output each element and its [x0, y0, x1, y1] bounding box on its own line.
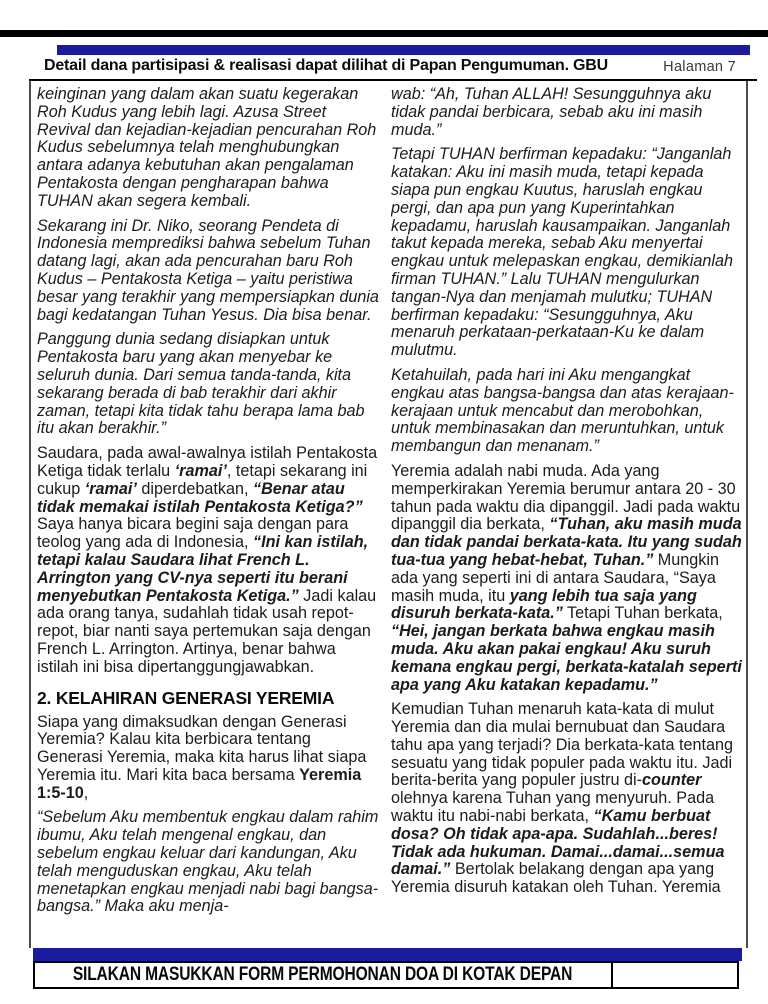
right-column-border [746, 81, 748, 948]
paragraph: “Sebelum Aku membentuk engkau dalam rahim ibumu, Aku telah mengenal engkau, dan sebelum engkau keluar dari kandungan, Aku telah menguduskan engkau, Aku telah menetapkan engkau menjadi nabi bagi bangsa-bangsa.” Maka aku menja- [37, 808, 379, 916]
footer-empty-cell [613, 963, 737, 987]
paragraph: Panggung dunia sedang disiapkan untuk Pentakosta baru yang akan menyebar ke seluruh dunia. Dari semua tanda-tanda, kita sekarang berada di bab terakhir dari akhir zaman, tetapi kita tidak tahu berapa lama bab itu akan berakhir.” [37, 330, 365, 438]
footer-notice-text: SILAKAN MASUKKAN FORM PERMOHONAN DOA DI KOTAK DEPAN [73, 964, 573, 985]
article-body [37, 86, 743, 946]
paragraph: Ketahuilah, pada hari ini Aku mengangkat engkau atas bangsa-bangsa dan atas kerajaan-kerajaan untuk mencabut dan merobohkan, untuk membinasakan dan meruntuhkan, untuk membangun dan menanam.” [391, 365, 734, 456]
footer-notice-cell [35, 963, 613, 987]
header-rule [29, 79, 757, 81]
header-notice-text: Detail dana partisipasi & realisasi dapat dilihat di Papan Pengumuman. GBU [44, 57, 609, 74]
paragraph: Saudara, pada awal-awalnya istilah Pentakosta Ketiga tidak terlalu ‘ramai’, tetapi sekarang ini cukup ‘ramai’ diperdebatkan, “Benar atau tidak memakai istilah Pentakosta Ketiga?” Saya hanya bicara begini saja dengan para teolog yang ada di Indonesia, “Ini kan istilah, tetapi kalau Saudara lihat French L. Arrington yang CV-nya seperti itu berani menyebutkan Pentakosta Ketiga.” Jadi kalau ada orang tanya, sudahlah tidak usah repot-repot, biar nanti saya pertemukan saja dengan French L. Arrington. Artinya, benar bahwa istilah ini bisa dipertanggungjawabkan. [37, 444, 378, 676]
paragraph: Siapa yang dimaksudkan dengan Generasi Yeremia? Kalau kita berbicara tentang Generasi Yeremia, maka kita harus lihat siapa Yeremia itu. Mari kita baca bersama Yeremia 1:5-10, [37, 712, 367, 802]
page-header [44, 57, 756, 79]
paragraph: keinginan yang dalam akan suatu kegerakan Roh Kudus yang lebih lagi. Azusa Street Revival dan kejadian-kejadian pencurahan Roh Kudus sebelumnya telah menghubungkan antara adanya kebutuhan akan pengalaman Pentakosta dengan pengharapan bahwa TUHAN akan segera kembali. [37, 86, 377, 210]
footer-navy-accent-bar [33, 948, 742, 961]
top-black-divider [0, 30, 768, 37]
paragraph: wab: “Ah, Tuhan ALLAH! Sesungguhnya aku tidak pandai berbicara, sebab aku ini masih muda.” [391, 86, 712, 139]
left-column-border [29, 81, 31, 948]
right-column [391, 86, 743, 946]
left-column [37, 86, 381, 946]
paragraph: Yeremia adalah nabi muda. Ada yang memperkirakan Yeremia berumur antara 20 - 30 tahun pada waktu dia dipanggil. Jadi pada waktu dipanggil dia berkata, “Tuhan, aku masih muda dan tidak pandai berkata-kata. Itu yang sudah tua-tua yang hebat-hebat, Tuhan.” Mungkin ada yang seperti ini di antara Saudara, “Saya masih muda, itu yang lebih tua saja yang disuruh berkata-kata.” Tetapi Tuhan berkata, “Hei, jangan berkata bahwa engkau masih muda. Aku akan pakai engkau! Aku suruh kemana engkau pergi, berkata-katalah seperti apa yang Aku katakan kepadamu.” [391, 461, 742, 694]
page-number: Halaman 7 [663, 59, 736, 75]
section-heading: 2. KELAHIRAN GENERASI YEREMIA [37, 687, 335, 708]
footer-notice-box [33, 961, 739, 989]
top-navy-accent-bar [57, 45, 750, 55]
paragraph: Kemudian Tuhan menaruh kata-kata di mulut Yeremia dan dia mulai bernubuat dan Saudara tahu apa yang terjadi? Dia berkata-kata tentang sesuatu yang tidak populer pada waktu itu. Jadi berita-berita yang populer justru di-counter olehnya karena Tuhan yang menyuruh. Pada waktu itu nabi-nabi berkata, “Kamu berbuat dosa? Oh tidak apa-apa. Sudahlah...beres! Tidak ada hukuman. Damai...damai...semua damai.” Bertolak belakang dengan apa yang Yeremia disuruh katakan oleh Tuhan. Yeremia [391, 700, 733, 897]
paragraph: Sekarang ini Dr. Niko, seorang Pendeta di Indonesia memprediksi bahwa sebelum Tuhan datang lagi, akan ada pencurahan baru Roh Kudus – Pentakosta Ketiga – yaitu peristiwa besar yang terakhir yang mempersiapkan dunia bagi kedatangan Tuhan Yesus. Dia bisa benar. [37, 216, 379, 324]
paragraph: Tetapi TUHAN berfirman kepadaku: “Janganlah katakan: Aku ini masih muda, tetapi kepada siapa pun engkau Kuutus, haruslah engkau pergi, dan apa pun yang Kuperintahkan kepadamu, haruslah kausampaikan. Janganlah takut kepada mereka, sebab Aku menyertai engkau untuk melepaskan engkau, demikianlah firman TUHAN.” Lalu TUHAN mengulurkan tangan-Nya dan menjamah mulutku; TUHAN berfirman kepadaku: “Sesungguhnya, Aku menaruh perkataan-perkataan-Ku ke dalam mulutmu. [391, 145, 733, 360]
